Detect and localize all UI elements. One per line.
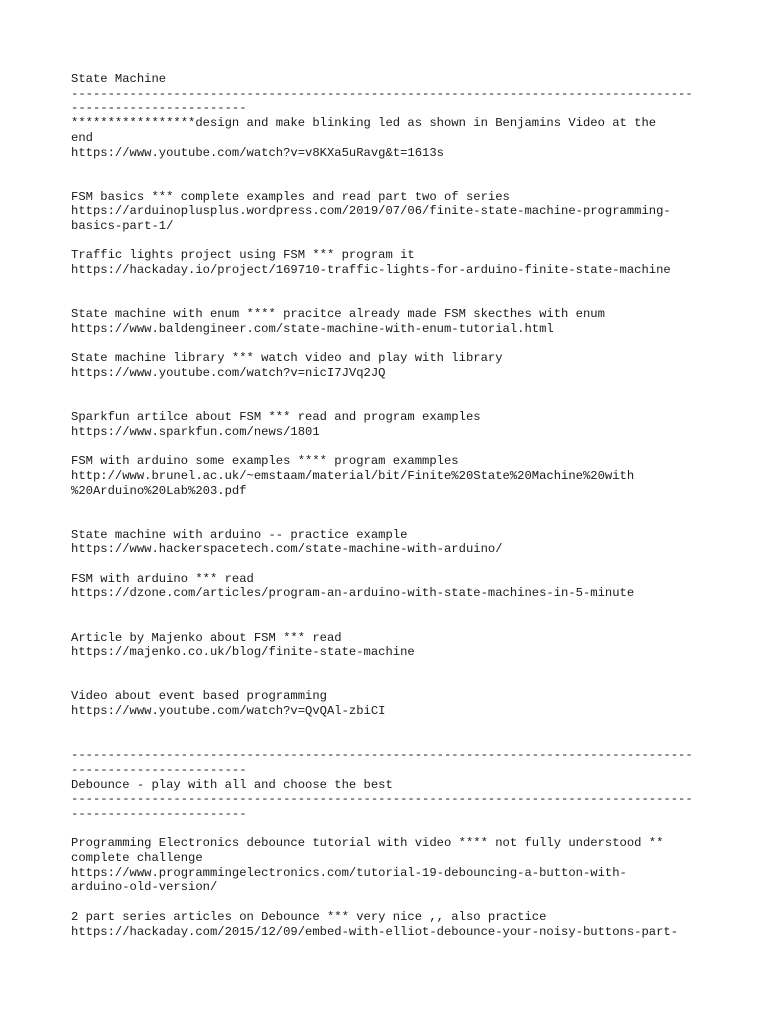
resource-link[interactable]: https://hackaday.io/project/169710-traffic-lights-for-arduino-finite-state-machine [71,263,671,278]
spacer [71,601,701,630]
document-page [71,72,701,939]
resource-link[interactable]: https://majenko.co.uk/blog/finite-state-machine [71,645,415,660]
resource-description: complete challenge [71,851,203,866]
resource-description: end [71,130,93,145]
resource-description: State machine with enum **** pracitce already made FSM skecthes with enum [71,307,605,322]
resource-description: State machine with arduino -- practice example [71,527,408,542]
spacer [71,822,701,837]
resource-description: Sparkfun artilce about FSM *** read and program examples [71,410,481,425]
divider-rule: ------------------------ [71,101,247,116]
resource-link[interactable]: https://www.baldengineer.com/state-machine-with-enum-tutorial.html [71,321,554,336]
spacer [71,440,701,455]
spacer [71,660,701,689]
resource-link[interactable]: https://dzone.com/articles/program-an-arduino-with-state-machines-in-5-minute [71,586,635,601]
spacer [71,381,701,410]
resource-link[interactable]: https://arduinoplusplus.wordpress.com/2019/07/06/finite-state-machine-programming- [71,204,671,219]
resource-description: State machine library *** watch video and play with library [71,351,503,366]
resource-link[interactable]: https://www.youtube.com/watch?v=nicI7JVq2JQ [71,366,386,380]
spacer [71,160,701,189]
section-title-debounce: Debounce - play with all and choose the best [71,777,393,792]
resource-link[interactable]: basics-part-1/ [71,219,174,234]
resource-description: 2 part series articles on Debounce *** very nice ,, also practice [71,909,547,924]
resource-link[interactable]: https://www.youtube.com/watch?v=QvQAl-zbiCI [71,704,386,719]
resource-link[interactable]: https://www.sparkfun.com/news/1801 [71,424,320,439]
resource-description: FSM basics *** complete examples and read part two of series [71,189,510,204]
spacer [71,557,701,572]
resource-description: Traffic lights project using FSM *** program it [71,248,415,263]
resource-description: *****************design and make blinking led as shown in Benjamins Video at the [71,116,657,131]
resource-link[interactable]: http://www.brunel.ac.uk/~emstaam/material/bit/Finite%20State%20Machine%20with [71,468,635,483]
resource-description: Programming Electronics debounce tutorial with video **** not fully understood ** [71,836,664,851]
resource-link[interactable]: %20Arduino%20Lab%203.pdf [71,483,247,498]
resource-link[interactable]: https://www.hackerspacetech.com/state-machine-with-arduino/ [71,542,503,557]
spacer [71,498,701,527]
spacer [71,337,701,352]
spacer [71,895,701,910]
resource-description: Article by Majenko about FSM *** read [71,630,342,645]
divider-rule: ------------------------------------------------------------------------------------- [71,748,693,763]
spacer [71,719,701,748]
resource-link[interactable]: https://www.youtube.com/watch?v=v8KXa5uRavg&t=1613s [71,145,444,160]
resource-description: FSM with arduino *** read [71,571,254,586]
section-title-state-machine: State Machine [71,72,167,86]
resource-description: FSM with arduino some examples **** program exammples [71,454,459,469]
resource-description: Video about event based programming [71,689,327,704]
spacer [71,278,701,307]
resource-link[interactable]: https://www.programmingelectronics.com/tutorial-19-debouncing-a-button-with- [71,865,627,880]
resource-link[interactable]: https://hackaday.com/2015/12/09/embed-with-elliot-debounce-your-noisy-buttons-part- [71,924,679,939]
divider-rule: ------------------------------------------------------------------------------------- [71,86,693,101]
spacer [71,234,701,249]
divider-rule: ------------------------------------------------------------------------------------- [71,792,693,807]
divider-rule: ------------------------ [71,762,247,777]
divider-rule: ------------------------ [71,806,247,821]
resource-link[interactable]: arduino-old-version/ [71,880,218,895]
